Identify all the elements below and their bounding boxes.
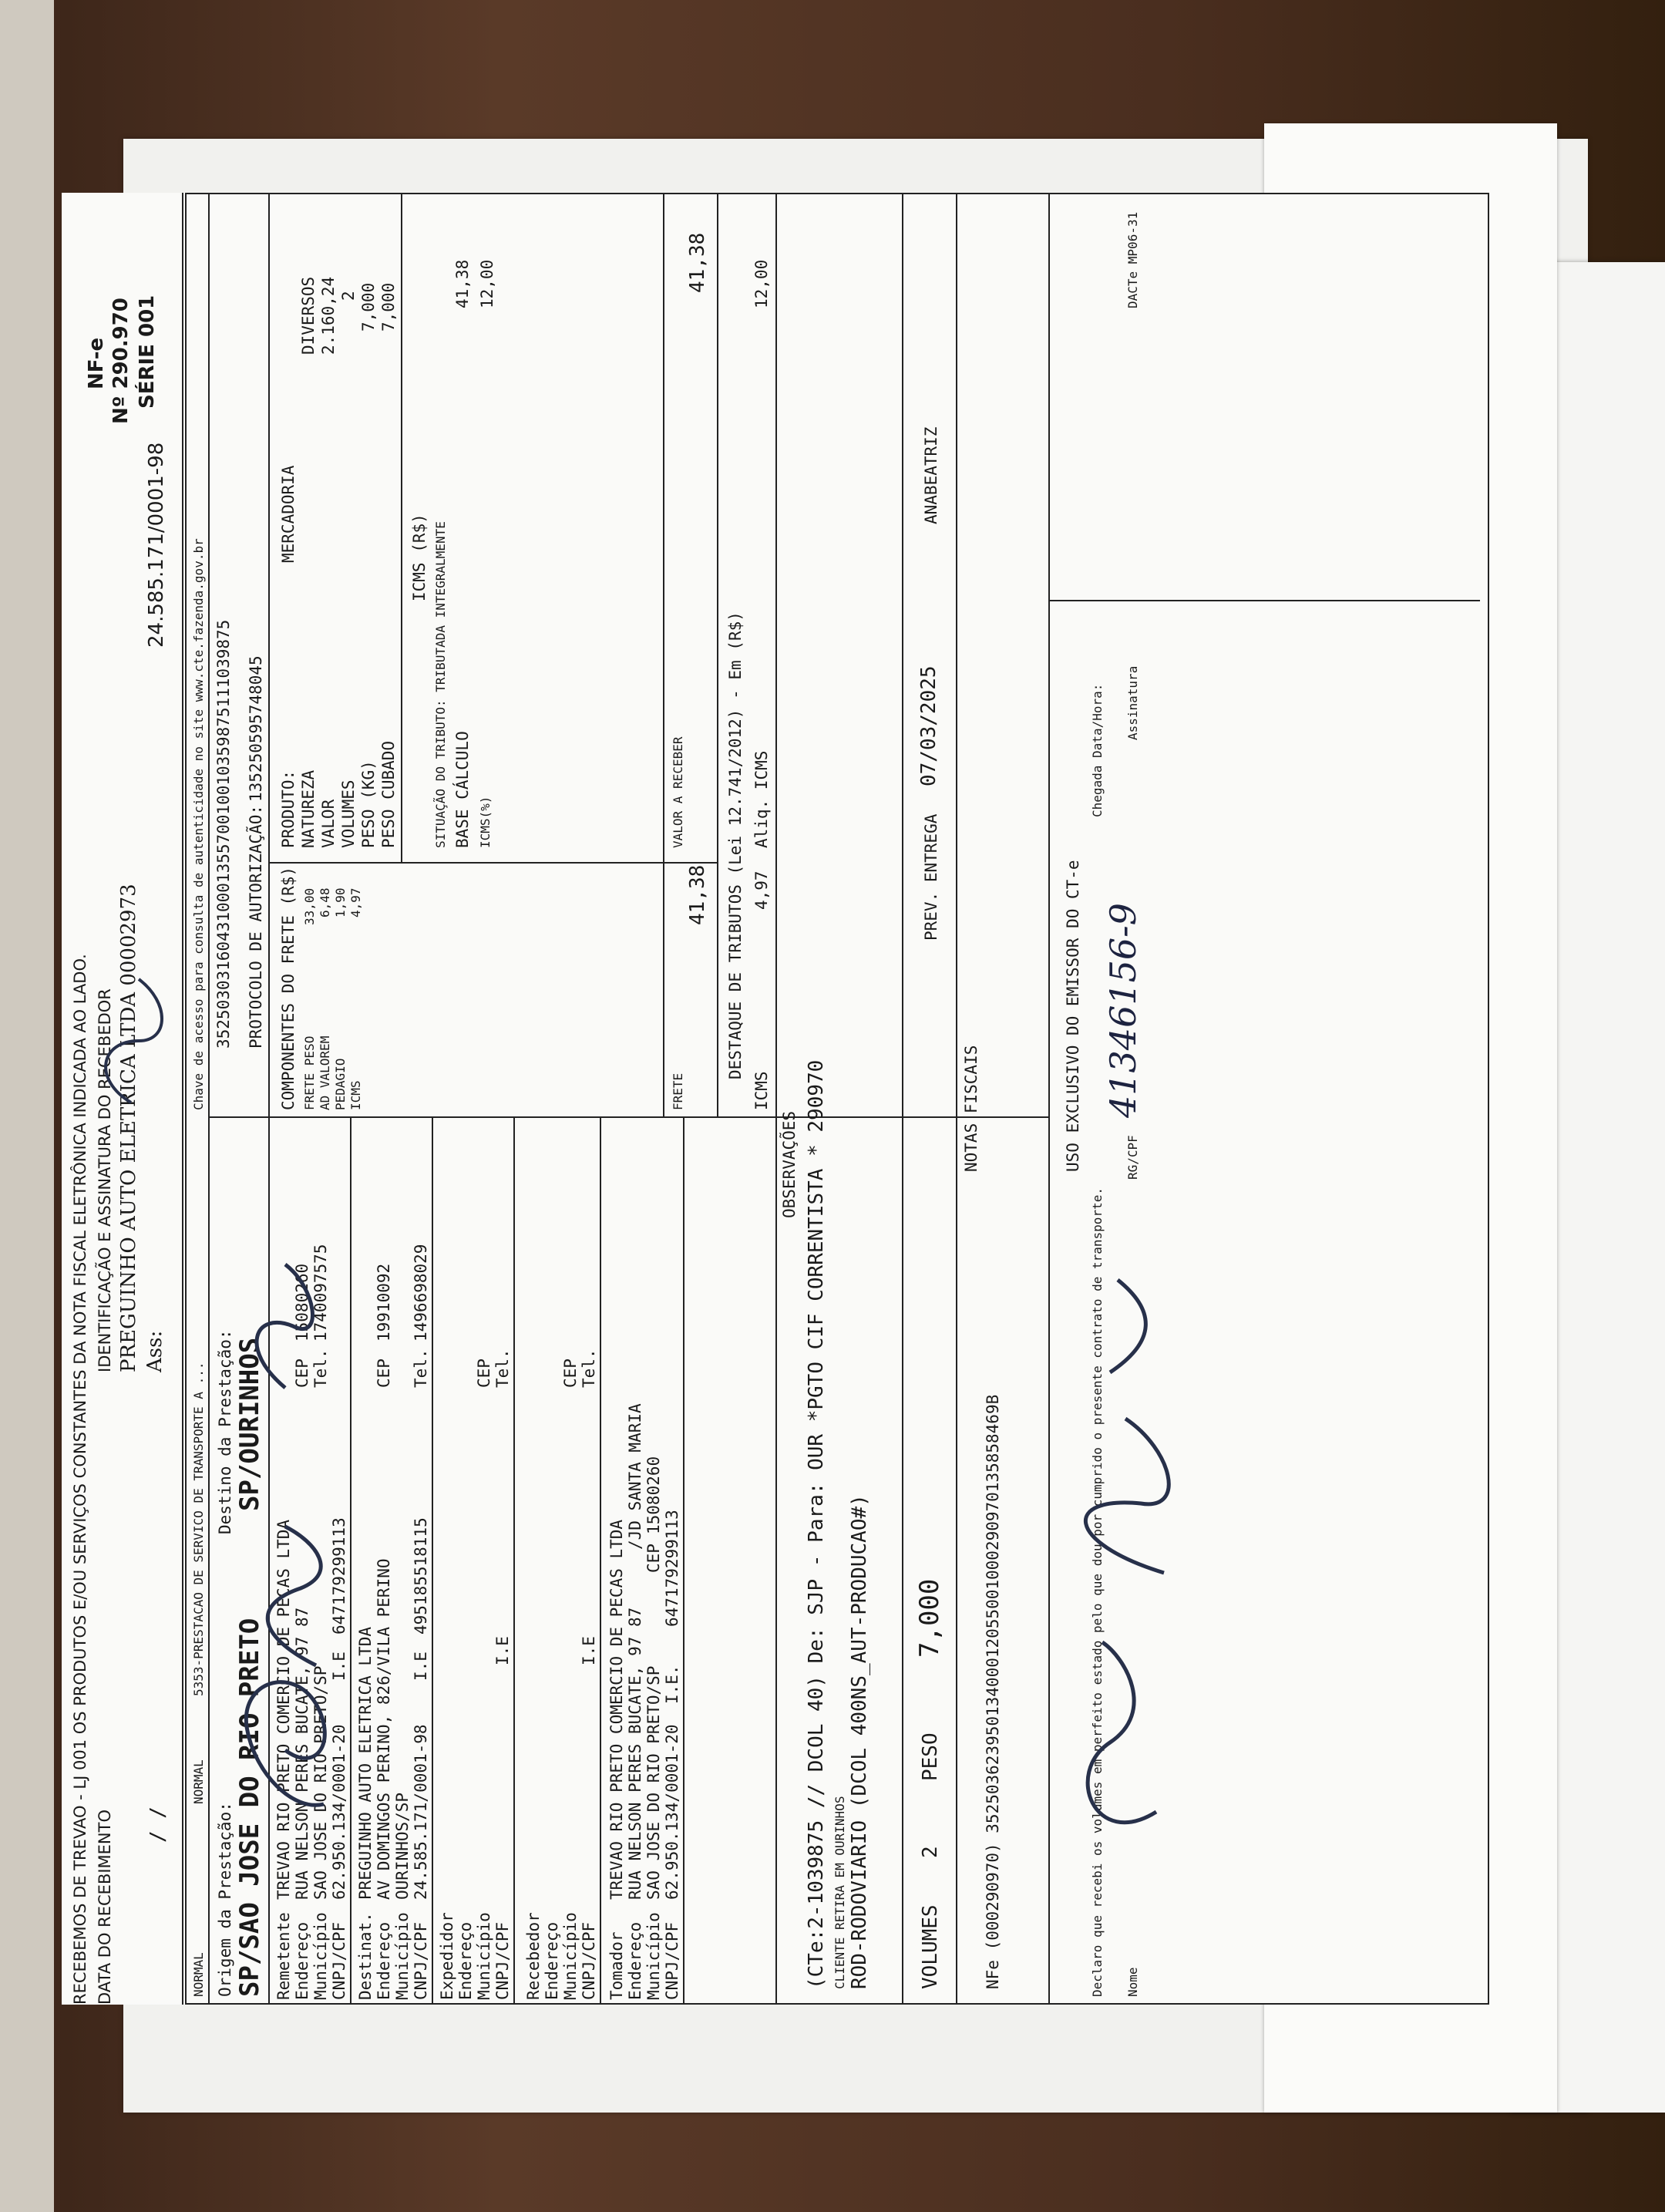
tomador-cnpj-label: CNPJ/CPF [663,1921,681,2000]
recebedor-cnpj-label: CNPJ/CPF [580,1921,598,2000]
origem-value: SP/SAO JOSE DO RIO PRETO [234,1618,265,1997]
remetente-tel: 1740097575 [311,1244,330,1342]
notas-title: NOTAS FISCAIS [962,1045,980,1172]
observacoes-title: OBSERVAÇÕES [780,1110,799,1218]
valor-receber-label: VALOR A RECEBER [671,736,685,848]
icms-base-label: BASE CÁLCULO [453,731,472,848]
assinatura-label: Assinatura [1125,665,1140,740]
remetente-mun-label: Município [311,1912,330,2000]
chegada-label: Chegada Data/Hora: [1090,683,1105,817]
protocolo-label: PROTOCOLO DE AUTORIZAÇÃO: [247,804,265,1049]
tomador-end-label: Endereço [626,1921,644,2000]
canhoto-recebedor: PREGUINHO AUTO ELETRICA LTDA 00002973 [117,884,140,1372]
expedidor-tel-label: Tel. [493,1348,512,1388]
chave-label: Chave de acesso para consulta de autenticidade no site www.cte.fazenda.gov.br [191,538,206,1110]
notas-line: NFe (000290970) 35250362395013400012055001000290970135858469B [984,1394,1002,1989]
tipo-servico: NORMAL [191,1759,206,1804]
valor-receber: 41,38 [686,232,709,293]
volumes-value: 2 [339,291,358,301]
expedidor-cep-label: CEP [475,1359,493,1388]
componentes-title: COMPONENTES DO FRETE (R$) [279,866,298,1110]
expedidor-label: Expedidor [438,1912,456,2000]
volumes-label: VOLUMES [339,779,358,848]
destino-label: Destino da Prestação: [216,1329,234,1534]
valor-value: 2.160,24 [319,276,338,355]
signature-stroke [267,1527,321,1665]
origem-label: Origem da Prestação: [216,1802,234,1997]
tributos-icms: 4,97 [752,870,771,910]
icms-aliq-label: ICMS(%) [478,796,493,848]
expedidor-ie-label: I.E [493,1636,512,1665]
componente-label: FRETE PESO [302,1035,317,1110]
recebedor-end-label: Endereço [543,1921,561,2000]
background-wall [0,0,54,2212]
componente-value: 6,48 [318,887,332,917]
componente-value: 1,90 [333,887,348,917]
dacte-code: DACTe MP06-31 [1125,211,1140,308]
produto-label: PRODUTO: [279,769,298,848]
signature-stroke [1085,1419,1169,1573]
rg-handwritten: 41346156-9 [1102,903,1144,1118]
destinatario-cnpj-label: CNPJ/CPF [412,1921,430,2000]
canhoto-nfe-serie: SÉRIE 001 [136,295,159,409]
peso-row-value: 7,000 [914,1578,945,1658]
remetente-label: Remetente [274,1912,293,2000]
frete-value: 41,38 [686,864,709,925]
tributos-title: DESTAQUE DE TRIBUTOS (Lei 12.741/2012) - Em (R$) [726,611,745,1079]
remetente-cnpj: 62.950.134/0001-20 [330,1724,348,1900]
rg-label: RG/CPF [1125,1135,1140,1180]
tomador-ie-label: I.E. [663,1665,681,1704]
prev-entrega-label: PREV. ENTREGA [922,813,940,941]
tipo-entrega: ANABEATRIZ [922,426,940,524]
uso-exclusivo: USO EXCLUSIVO DO EMISSOR DO CT-e [1064,860,1082,1172]
remetente-cnpj-label: CNPJ/CPF [330,1921,348,2000]
canhoto-ass-label: Ass: [143,1330,166,1372]
tomador-municipio: SAO JOSE DO RIO PRETO/SP [644,1665,663,1900]
destinatario-ie-label: I.E [412,1651,430,1681]
tomador-bairro: /JD SANTA MARIA [626,1403,644,1550]
remetente-municipio: SAO JOSE DO RIO PRETO/SP [311,1665,330,1900]
protocolo-value: 135250595748045 [247,655,265,802]
tipo-cte: NORMAL [191,1952,206,1997]
remetente-cep: 15080260 [293,1263,311,1342]
signature-stroke [1110,1280,1145,1372]
icms-title: ICMS (R$) [410,513,429,601]
valor-label: VALOR [319,799,338,848]
destinatario-municipio: OURINHOS/SP [393,1792,412,1900]
remetente-cep-label: CEP [293,1359,311,1388]
componente-value: 33,00 [302,887,317,925]
destinatario-mun-label: Município [393,1912,412,2000]
remetente-ie-label: I.E [330,1651,348,1681]
recebedor-ie-label: I.E [580,1636,598,1665]
cfop: 5353-PRESTACAO DE SERVICO DE TRANSPORTE A ... [191,1362,206,1696]
cubado-label: PESO CUBADO [379,740,398,848]
componente-label: AD VALOREM [318,1035,332,1110]
destinatario-cep-label: CEP [375,1359,393,1388]
volumes-row-label: VOLUMES [919,1904,942,1989]
peso-label: PESO (KG) [359,760,378,848]
tributos-aliq-label: Aliq. ICMS [752,750,771,848]
destinatario-endereco: AV DOMINGOS PERINO, 826/VILA PERINO [375,1558,393,1900]
tomador-cnpj: 62.950.134/0001-20 [663,1724,681,1900]
componente-label: ICMS [348,1080,363,1110]
recebedor-mun-label: Município [561,1912,580,2000]
expedidor-mun-label: Município [475,1912,493,2000]
signature-stroke [1088,1642,1156,1823]
destinatario-label: Destinat. [356,1912,375,2000]
cte-document [62,193,1488,2005]
icms-base: 41,38 [453,259,472,308]
destinatario-tel-label: Tel. [412,1348,430,1388]
destinatario-tel: 1496698029 [412,1244,430,1342]
canhoto-data-label: DATA DO RECEBIMENTO [96,1810,114,2005]
expedidor-end-label: Endereço [456,1921,475,2000]
destinatario-ie: 495185518115 [412,1517,430,1635]
remetente-end-label: Endereço [293,1921,311,2000]
peso-value: 7,000 [359,282,378,332]
signature-stroke [257,1264,312,1388]
destinatario-cnpj: 24.585.171/0001-98 [412,1724,430,1900]
componente-value: 4,97 [348,887,363,917]
tomador-cep: 15080260 [644,1456,663,1534]
tributos-aliq: 12,00 [752,259,771,308]
frete-label: FRETE [671,1072,685,1110]
destinatario-end-label: Endereço [375,1921,393,2000]
observacoes-line1: (CTe:2-1039875 // DCOL 40) De: SJP - Para: OUR *PGTO CIF CORRENTISTA * 290970 [805,1059,828,1989]
tomador-endereco: RUA NELSON PERES BUCATE, 97 87 [626,1607,644,1900]
destinatario-cep: 19910092 [375,1263,393,1342]
signature-stroke [246,1682,325,1806]
tomador-nome: TREVAO RIO PRETO COMERCIO DE PECAS LTDA [607,1519,626,1900]
canhoto-cnpj: 24.585.171/0001-98 [145,442,168,648]
remetente-ie: 647179299113 [330,1517,348,1635]
expedidor-cnpj-label: CNPJ/CPF [493,1921,512,2000]
signature-stroke [106,979,162,1103]
tomador-ie: 647179299113 [663,1510,681,1627]
recebedor-tel-label: Tel. [580,1348,598,1388]
observacoes-line3: ROD-RODOVIARIO (DCOL 400NS_AUT-PRODUCAO#) [848,1494,871,1989]
observacoes-line2: CLIENTE RETIRA EM OURINHOS [832,1796,847,1989]
recebedor-cep-label: CEP [561,1359,580,1388]
icms-aliq: 12,00 [478,259,496,308]
cubado-value: 7,000 [379,282,398,332]
remetente-tel-label: Tel. [311,1348,330,1388]
signature-ink [62,193,1488,2005]
tributos-icms-label: ICMS [752,1071,771,1110]
canhoto-nfe-numero: Nº 290.970 [109,298,133,424]
remetente-endereco: RUA NELSON PERES BUCATE, 97 87 [293,1607,311,1900]
volumes-row-value: 2 [919,1846,942,1858]
declaracao: Declaro que recebi os volumes em perfeito estado pelo que dou por cumprido o presente contrato de transporte. [1090,1187,1105,1997]
destinatario-nome: PREGUINHO AUTO ELETRICA LTDA [356,1626,375,1900]
tomador-cep-label: CEP [644,1544,663,1573]
remetente-nome: TREVAO RIO PRETO COMERCIO DE PECAS LTDA [274,1519,293,1900]
icms-situacao: SITUAÇÃO DO TRIBUTO: TRIBUTADA INTEGRALMENTE [433,521,448,848]
tomador-label: Tomador [607,1931,626,2000]
natureza-value: DIVERSOS [299,276,318,355]
nome-label: Nome [1125,1967,1140,1997]
destino-value: SP/OURINHOS [234,1337,265,1511]
componente-label: PEDAGIO [333,1058,348,1110]
chave-acesso: 35250303160431000135570010010359875111039875 [214,619,233,1049]
canhoto-text: RECEBEMOS DE TREVAO - LJ 001 OS PRODUTOS E/OU SERVIÇOS CONSTANTES DA NOTA FISCAL ELETRÔNICA INDICADA AO LADO. [71,954,89,2005]
prev-entrega-value: 07/03/2025 [917,665,940,786]
canhoto-data-value: / / [146,1806,170,1843]
produto-value: MERCADORIA [279,465,298,563]
recebedor-label: Recebedor [524,1912,543,2000]
natureza-label: NATUREZA [299,769,318,848]
tomador-mun-label: Município [644,1912,663,2000]
canhoto-ident-label: IDENTIFICAÇÃO E ASSINATURA DO RECEBEDOR [96,988,114,1372]
peso-row-label: PESO [919,1732,942,1781]
canhoto-nfe-label: NF-e [85,337,108,389]
